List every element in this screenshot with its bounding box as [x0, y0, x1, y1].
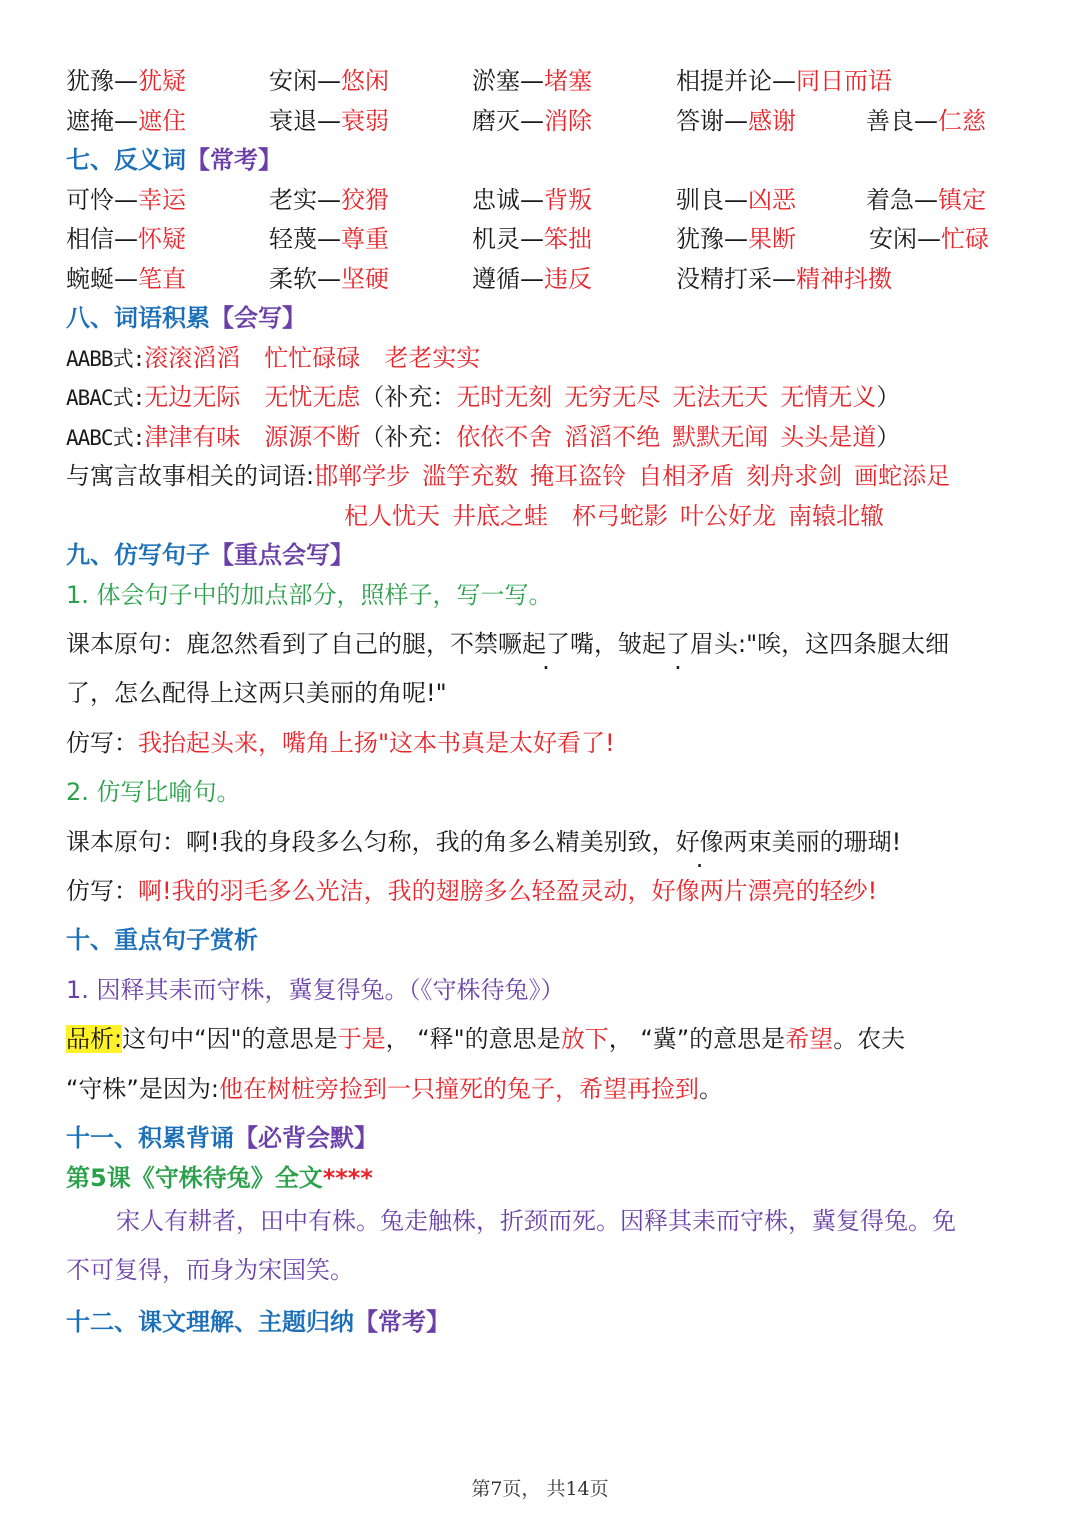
word: 着急—	[866, 186, 938, 214]
fable-row-1	[66, 458, 950, 494]
word: 没精打采—	[676, 265, 796, 293]
aabb-row	[66, 340, 480, 376]
word: 相提并论—	[676, 67, 796, 95]
fable-idiom: 掩耳盗铃	[530, 462, 627, 490]
word: 老实—	[269, 186, 341, 214]
fable-idiom: 刻舟求剑	[746, 462, 843, 490]
synonym-row-1	[66, 63, 1026, 99]
fable-idiom: 井底之蛙	[452, 502, 548, 530]
section-tag: 【常考】	[186, 146, 282, 174]
antonym-row-2	[66, 221, 1026, 257]
section-12-heading	[66, 1304, 450, 1340]
fable-idiom: 画蛇添足	[854, 462, 951, 490]
imitation-1	[66, 725, 615, 761]
answer: 堵塞	[544, 67, 592, 95]
original-sentence-2	[66, 824, 901, 860]
original-label: 课本原句：	[66, 630, 186, 658]
page-number: 第7页， 共14页	[471, 1478, 609, 1500]
classical-text-line-1: 宋人有耕者，田中有株。兔走触株，折颈而死。因释其耒而守株，冀复得兔。免	[116, 1207, 956, 1235]
word: 遵循—	[472, 265, 544, 293]
fable-idiom: 叶公好龙	[680, 502, 776, 530]
imitation-2	[66, 873, 877, 909]
section-8-heading	[66, 300, 306, 336]
section-tag: 【必背会默】	[234, 1124, 378, 1152]
answer: 忙碌	[941, 225, 989, 253]
supplement-close: ）	[876, 383, 901, 411]
section-title: 八、词语积累	[66, 304, 210, 332]
word: 相信—	[66, 225, 138, 253]
lesson-name: 第5课《守株待兔》全文	[66, 1164, 323, 1192]
analysis-answer: 于是	[337, 1025, 386, 1053]
abac-extra-word: 无时无刻	[456, 383, 553, 411]
answer: 悠闲	[341, 67, 389, 95]
original-text: :"唉，这四条腿太细	[738, 630, 950, 658]
aabb-word: 滚滚滔滔	[144, 344, 241, 372]
fable-idiom: 杞人忧天	[344, 502, 440, 530]
answer: 衰弱	[341, 107, 389, 135]
supplement-close: ）	[876, 423, 901, 451]
synonym-row-2	[66, 103, 1026, 139]
word: 驯良—	[676, 186, 748, 214]
analysis-answer: 他在树桩旁捡到一只撞死的兔子，希望再捡到	[218, 1075, 699, 1103]
abac-label: ABAC式:	[66, 386, 145, 410]
section-title: 十二、课文理解、主题归纳	[66, 1308, 354, 1336]
answer: 狡猾	[341, 186, 389, 214]
aabc-word: 津津有味	[144, 423, 241, 451]
antonym-row-3	[66, 261, 1026, 297]
aabc-row	[66, 419, 900, 455]
aabb-label: AABB式:	[66, 347, 145, 371]
section-title: 七、反义词	[66, 146, 186, 174]
original-text: 啊!我的身段多么匀称，我的角多么精美别致，	[186, 828, 676, 856]
word: 衰退—	[269, 107, 341, 135]
analysis-text: 。农夫	[833, 1025, 906, 1053]
answer: 背叛	[544, 186, 592, 214]
section-tag: 【常考】	[354, 1308, 450, 1336]
aabc-extra-word: 默默无闻	[672, 423, 769, 451]
answer: 犹疑	[138, 67, 186, 95]
section-title: 十、重点句子赏析	[66, 926, 258, 954]
answer: 笔直	[138, 265, 186, 293]
question-9-2: 2. 仿写比喻句。	[66, 778, 241, 806]
dotted-phrase: 皱起了眉头 ·	[618, 626, 738, 662]
imitation-text: 啊!我的羽毛多么光洁，我的翅膀多么轻盈灵动，好像两片漂亮的轻纱!	[138, 877, 878, 905]
answer: 幸运	[138, 186, 186, 214]
word: 善良—	[866, 107, 938, 135]
question-9-1: 1. 体会句子中的加点部分，照样子，写一写。	[66, 581, 553, 609]
answer: 尊重	[341, 225, 389, 253]
original-sentence-1	[66, 626, 949, 662]
fable-label: 与寓言故事相关的词语:	[66, 462, 315, 490]
word: 答谢—	[676, 107, 748, 135]
original-text: 鹿忽然看到了自己的腿，不禁	[186, 630, 498, 658]
section-tag: 【会写】	[210, 304, 306, 332]
imitation-label: 仿写：	[66, 729, 138, 757]
analysis-line-2	[66, 1071, 723, 1107]
section-11-heading	[66, 1120, 378, 1156]
dotted-phrase: 噘起了嘴	[498, 630, 594, 658]
answer: 消除	[544, 107, 592, 135]
analysis-text: ， “冀”的意思是	[608, 1025, 786, 1053]
word: 遮掩—	[66, 107, 138, 135]
answer: 遮住	[138, 107, 186, 135]
analysis-answer: 放下	[560, 1025, 609, 1053]
word: 安闲—	[869, 225, 941, 253]
answer: 凶恶	[748, 186, 796, 214]
word: 安闲—	[269, 67, 341, 95]
analysis-text: “守株”是因为:	[66, 1075, 219, 1103]
answer: 精神抖擞	[796, 265, 892, 293]
answer: 违反	[544, 265, 592, 293]
word: 轻蔑—	[269, 225, 341, 253]
original-sentence-1-cont: 了，怎么配得上这两只美丽的角呢!"	[66, 679, 447, 707]
fable-idiom: 自相矛盾	[638, 462, 735, 490]
analysis-text: 这句中“因"的意思是	[122, 1025, 338, 1053]
lesson-title	[66, 1160, 373, 1196]
analysis-text: ， “释"的意思是	[385, 1025, 561, 1053]
word: 蜿蜒—	[66, 265, 138, 293]
answer: 怀疑	[138, 225, 186, 253]
analysis-text: 。	[698, 1075, 723, 1103]
antonym-row-1	[66, 182, 1026, 218]
word: 可怜—	[66, 186, 138, 214]
supplement-open: （补充：	[360, 383, 457, 411]
answer: 同日而语	[796, 67, 892, 95]
word: 机灵—	[472, 225, 544, 253]
word: 淤塞—	[472, 67, 544, 95]
aabc-extra-word: 滔滔不绝	[564, 423, 661, 451]
fable-idiom: 邯郸学步	[314, 462, 411, 490]
word: 犹豫—	[66, 67, 138, 95]
aabb-word: 忙忙碌碌	[264, 344, 361, 372]
supplement-open: （补充：	[360, 423, 457, 451]
section-9-heading	[66, 537, 354, 573]
aabc-word: 源源不断	[264, 423, 361, 451]
abac-extra-word: 无情无义	[780, 383, 877, 411]
section-tag: 【重点会写】	[210, 541, 354, 569]
classical-text-line-2: 不可复得，而身为宋国笑。	[66, 1256, 354, 1284]
fable-idiom: 南辕北辙	[788, 502, 884, 530]
dotted-phrase: 好像	[675, 828, 724, 856]
answer: 果断	[748, 225, 796, 253]
aabc-extra-word: 头头是道	[780, 423, 877, 451]
answer: 笨拙	[544, 225, 592, 253]
answer: 镇定	[938, 186, 986, 214]
original-label: 课本原句：	[66, 828, 186, 856]
analysis-label: 品析:	[66, 1025, 123, 1053]
fable-idiom: 滥竽充数	[422, 462, 519, 490]
word: 犹豫—	[676, 225, 748, 253]
aabb-word: 老老实实	[384, 344, 481, 372]
aabc-extra-word: 依依不舍	[456, 423, 553, 451]
answer: 感谢	[748, 107, 796, 135]
fable-idiom: 杯弓蛇影	[572, 502, 668, 530]
answer: 坚硬	[341, 265, 389, 293]
section-title: 九、仿写句子	[66, 541, 210, 569]
section-title: 十一、积累背诵	[66, 1124, 234, 1152]
word: 磨灭—	[472, 107, 544, 135]
analysis-line-1	[66, 1021, 905, 1057]
abac-extra-word: 无法无天	[672, 383, 769, 411]
section-10-heading	[66, 922, 258, 958]
aabc-label: AABC式:	[66, 426, 145, 450]
fable-row-2	[344, 498, 884, 534]
answer: 仁慈	[938, 107, 986, 135]
abac-word: 无边无际	[144, 383, 241, 411]
star-rating: ****	[322, 1164, 373, 1192]
abac-word: 无忧无虑	[264, 383, 361, 411]
imitation-label: 仿写：	[66, 877, 138, 905]
original-text: ，	[594, 630, 618, 658]
word: 忠诚—	[472, 186, 544, 214]
question-10-1: 1. 因释其耒而守株，冀复得兔。（《守株待兔》）	[66, 976, 565, 1004]
section-7-heading	[66, 142, 282, 178]
word: 柔软—	[269, 265, 341, 293]
original-text: 两束美丽的珊瑚!	[723, 828, 902, 856]
imitation-text: 我抬起头来，嘴角上扬"这本书真是太好看了!	[138, 729, 615, 757]
analysis-answer: 希望	[785, 1025, 834, 1053]
abac-extra-word: 无穷无尽	[564, 383, 661, 411]
abac-row	[66, 379, 900, 415]
